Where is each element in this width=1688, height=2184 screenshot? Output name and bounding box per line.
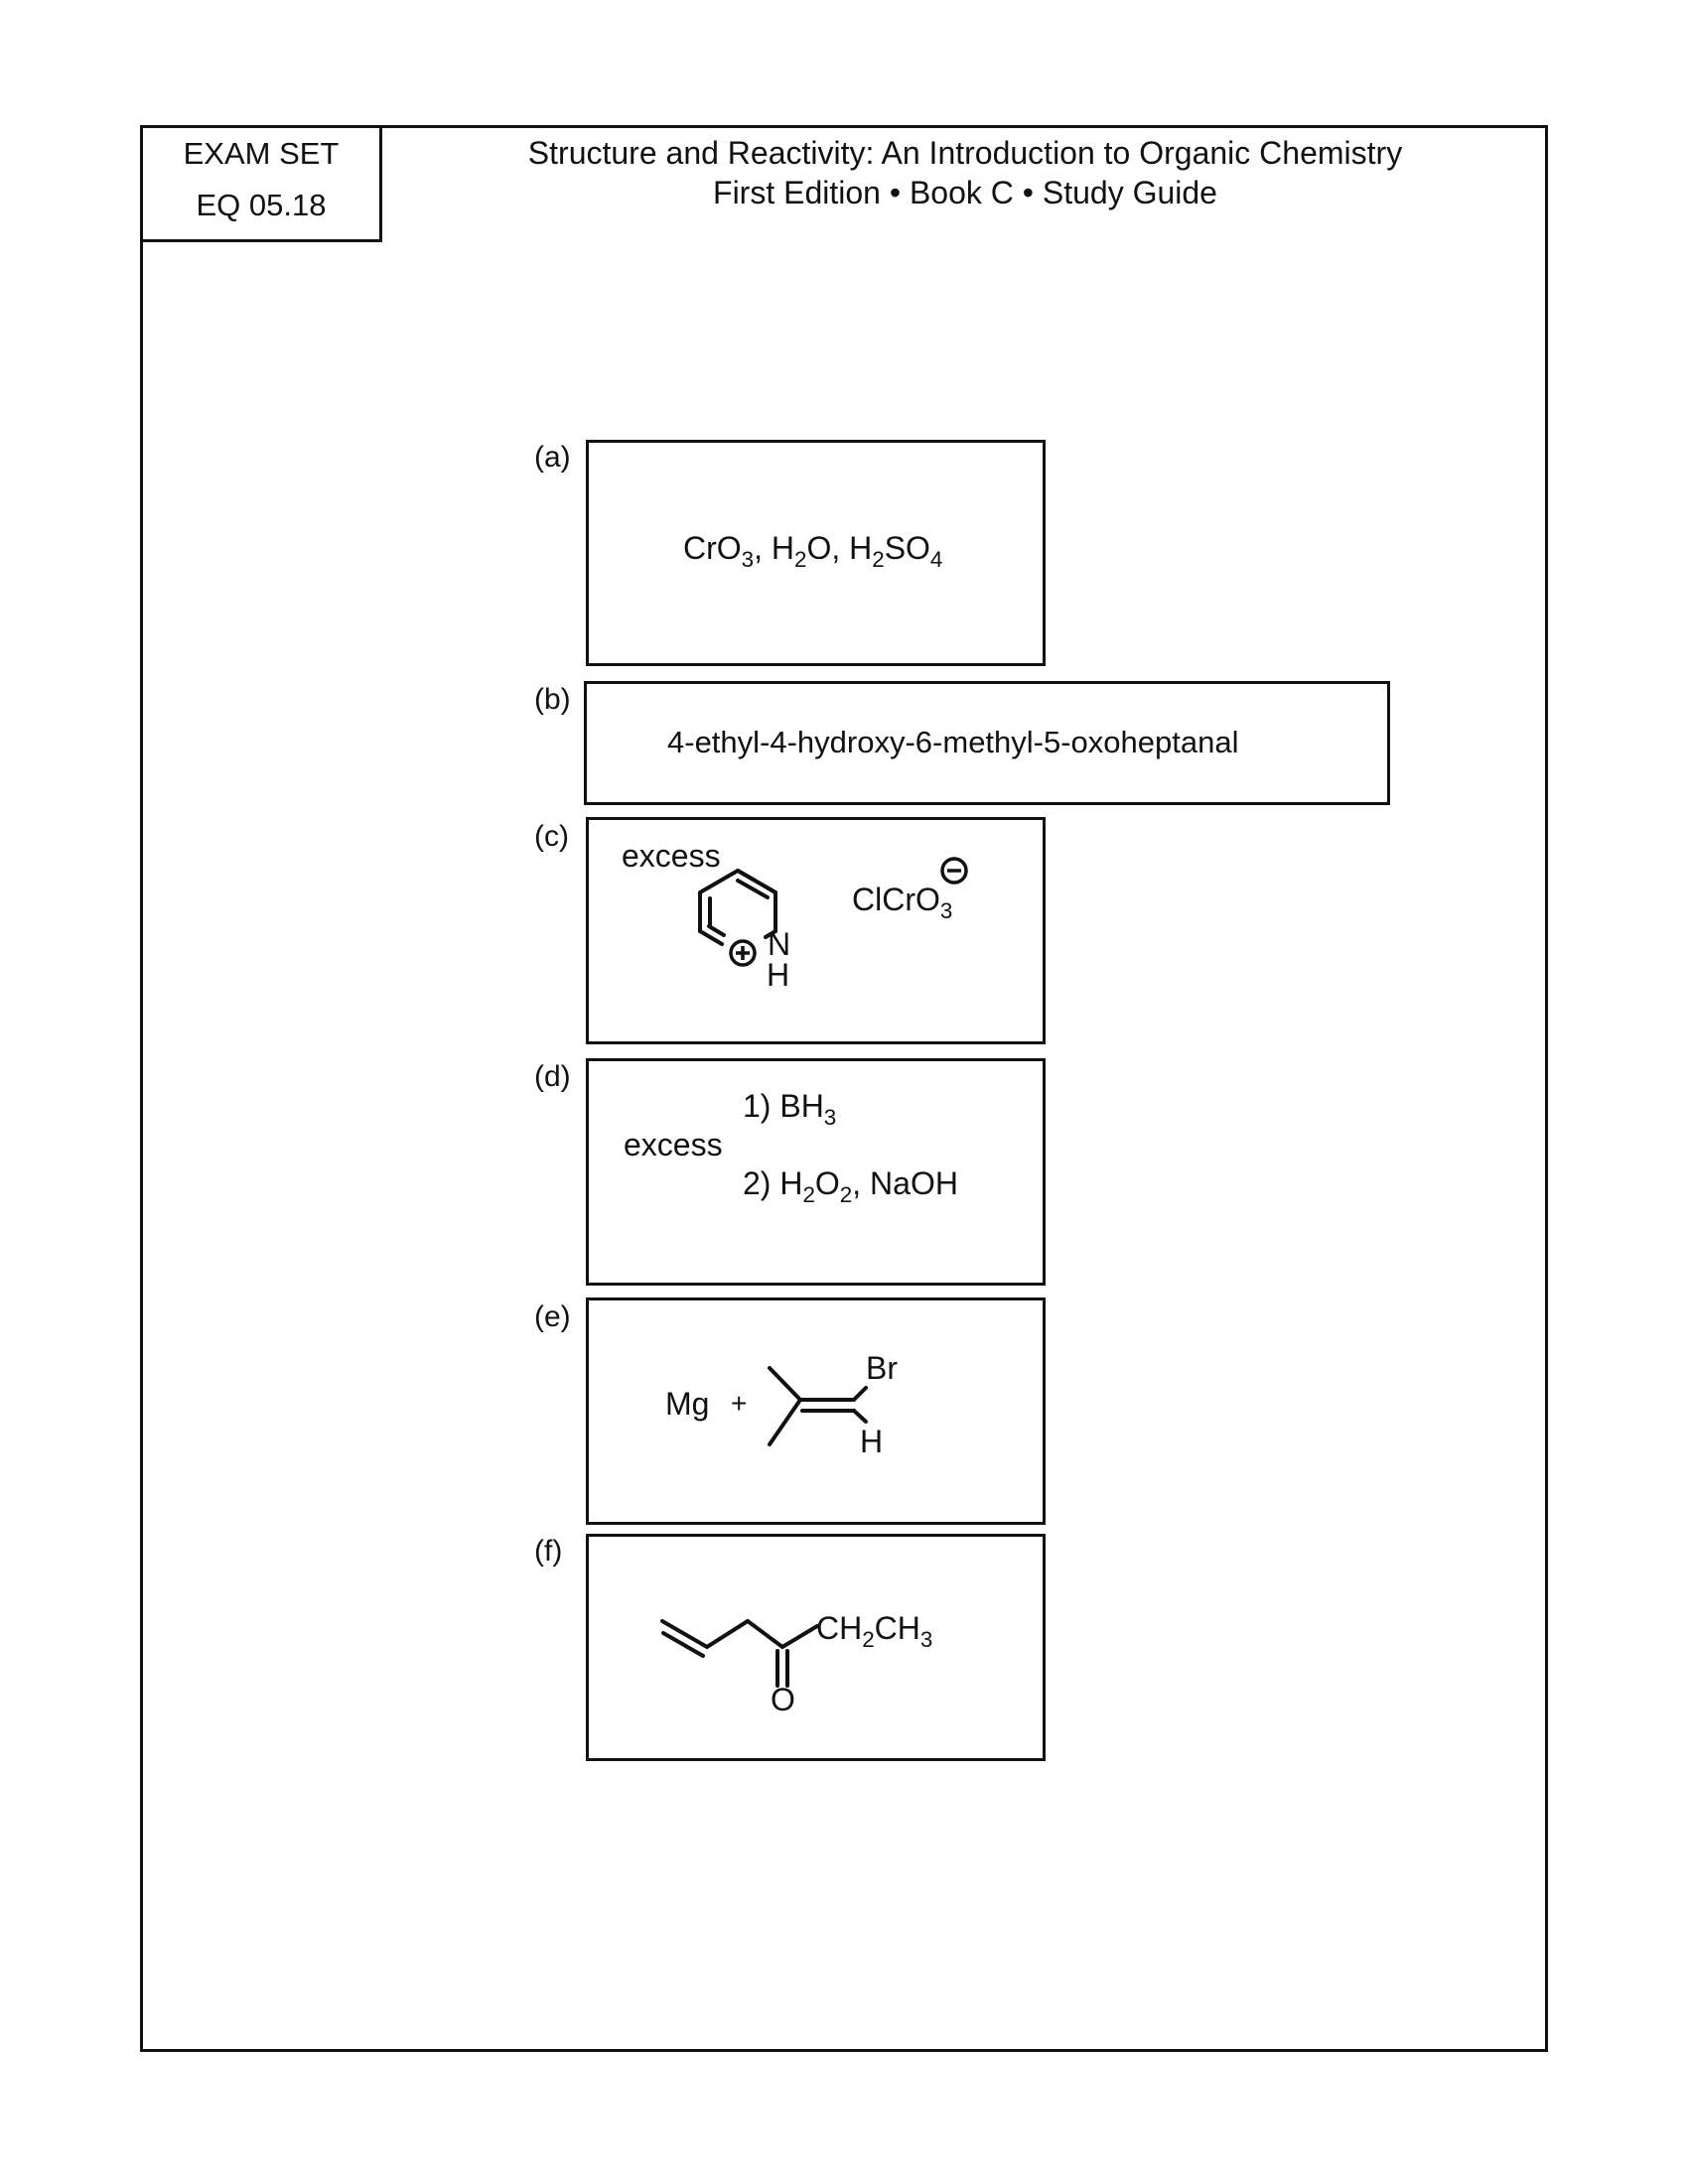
item-d-step1: 1) $BH_3$	[743, 1088, 837, 1130]
exam-number: EQ 05.18	[196, 188, 327, 222]
item-f-oxygen: O	[771, 1682, 795, 1717]
item-a-label: (a)	[534, 441, 571, 474]
item-c-hydrogen: H	[767, 957, 790, 993]
item-e-label: (e)	[534, 1300, 571, 1333]
header-title: Structure and Reactivity: An Introduction to Organic Chemistry	[527, 135, 1403, 171]
item-c-chlorochromate: ClCrO$_3$	[852, 882, 953, 923]
item-d-excess: excess	[624, 1127, 723, 1162]
header-subtitle: First Edition • Book C • Study Guide	[713, 175, 1217, 210]
item-d-step2: 2) $H_2O_2$, NaOH	[743, 1165, 958, 1207]
item-f-label: (f)	[534, 1535, 563, 1568]
item-f-ethyl-group: $CH_2CH_3$	[816, 1610, 933, 1652]
item-e-magnesium: Mg	[665, 1386, 710, 1422]
item-c-label: (c)	[534, 820, 569, 853]
item-d-label: (d)	[534, 1060, 571, 1093]
item-e-plus: +	[731, 1388, 748, 1419]
item-b-label: (b)	[534, 683, 571, 716]
item-c-excess: excess	[622, 838, 721, 874]
item-e-hydrogen: H	[860, 1424, 884, 1459]
item-c-nitrogen: N	[768, 926, 791, 962]
exam-set-label: EXAM SET	[183, 136, 340, 171]
item-a-reagents: CrO$_3$, $H_2O$, $H_2SO_4$	[683, 530, 943, 572]
item-b-compound-name: 4-ethyl-4-hydroxy-6-methyl-5-oxoheptanal	[667, 725, 1239, 759]
item-e-bromine: Br	[866, 1350, 898, 1386]
